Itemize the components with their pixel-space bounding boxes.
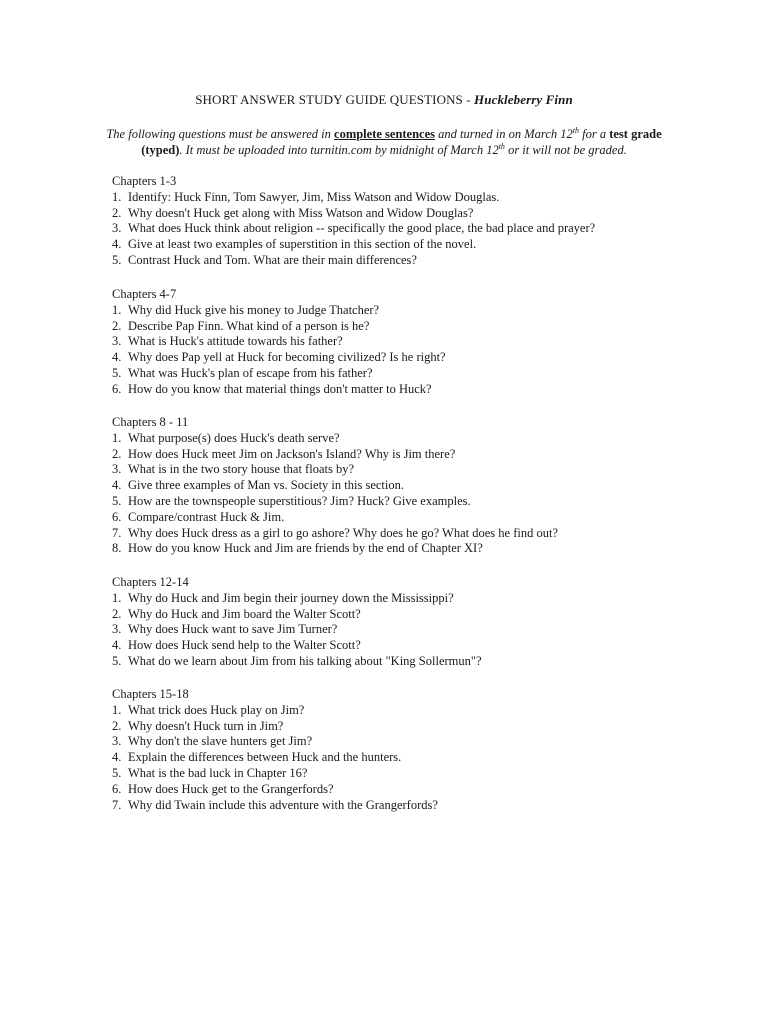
question-text: Why does Huck want to save Jim Turner? — [128, 622, 338, 637]
document-title — [0, 92, 768, 108]
intro-text: or it will not be graded. — [504, 143, 627, 158]
question-text: How are the townspeople superstitious? Jim? Huck? Give examples. — [128, 493, 471, 508]
question-text: How does Huck get to the Grangerfords? — [128, 781, 334, 796]
question-text: Identify: Huck Finn, Tom Sawyer, Jim, Miss Watson and Widow Douglas. — [128, 189, 500, 204]
question-text: Why does Pap yell at Huck for becoming civilized? Is he right? — [128, 350, 446, 365]
question-item — [112, 431, 672, 447]
question-item — [112, 462, 672, 478]
question-item — [112, 478, 672, 494]
question-text: What trick does Huck play on Jim? — [128, 702, 305, 717]
question-text: Give at least two examples of superstition in this section of the novel. — [128, 237, 477, 252]
section-heading: Chapters 12-14 — [112, 575, 189, 589]
question-item — [112, 319, 672, 335]
question-number: 6. — [112, 781, 122, 796]
question-text: What do we learn about Jim from his talking about "King Sollermun"? — [128, 653, 482, 668]
question-item — [112, 766, 672, 782]
question-number: 8. — [112, 541, 122, 556]
question-item — [112, 303, 672, 319]
section-chapters-1-3 — [112, 174, 672, 269]
question-number: 2. — [112, 718, 122, 733]
question-text: Give three examples of Man vs. Society in this section. — [128, 478, 404, 493]
question-number: 1. — [112, 189, 122, 204]
section-heading: Chapters 15-18 — [112, 687, 189, 701]
question-item — [112, 798, 672, 814]
question-number: 4. — [112, 750, 122, 765]
intro-superscript: th — [498, 142, 505, 152]
question-text: What purpose(s) does Huck's death serve? — [128, 430, 340, 445]
question-number: 7. — [112, 797, 122, 812]
instructions-paragraph — [106, 126, 662, 158]
question-item — [112, 366, 672, 382]
question-text: Why do Huck and Jim board the Walter Scott? — [128, 606, 361, 621]
question-item — [112, 734, 672, 750]
question-number: 4. — [112, 638, 122, 653]
question-text: Why doesn't Huck turn in Jim? — [128, 718, 284, 733]
section-chapters-8-11 — [112, 415, 672, 557]
question-number: 2. — [112, 318, 122, 333]
question-item — [112, 654, 672, 670]
question-text: What does Huck think about religion -- specifically the good place, the bad place and prayer? — [128, 221, 596, 236]
question-number: 1. — [112, 302, 122, 317]
question-item — [112, 382, 672, 398]
question-number: 3. — [112, 734, 122, 749]
section-heading: Chapters 8 - 11 — [112, 415, 189, 429]
question-text: Describe Pap Finn. What kind of a person is he? — [128, 318, 370, 333]
question-number: 3. — [112, 622, 122, 637]
question-number: 6. — [112, 509, 122, 524]
question-item — [112, 750, 672, 766]
question-list — [112, 703, 672, 814]
intro-text: for a — [579, 127, 610, 141]
question-number: 5. — [112, 365, 122, 380]
question-number: 6. — [112, 381, 122, 396]
question-number: 2. — [112, 205, 122, 220]
question-item — [112, 622, 672, 638]
title-main: SHORT ANSWER STUDY GUIDE QUESTIONS - — [195, 92, 475, 107]
question-number: 3. — [112, 221, 122, 236]
question-number: 3. — [112, 462, 122, 477]
question-text: How do you know that material things don't matter to Huck? — [128, 381, 432, 396]
question-item — [112, 510, 672, 526]
question-number: 4. — [112, 237, 122, 252]
question-item — [112, 494, 672, 510]
question-item — [112, 591, 672, 607]
question-number: 2. — [112, 446, 122, 461]
question-text: What is Huck's attitude towards his father? — [128, 334, 343, 349]
question-text: What was Huck's plan of escape from his father? — [128, 365, 373, 380]
question-number: 1. — [112, 430, 122, 445]
intro-text: The following questions must be answered in — [106, 127, 335, 141]
intro-superscript: th — [572, 125, 579, 135]
question-list — [112, 190, 672, 269]
question-item — [112, 638, 672, 654]
question-text: Why don't the slave hunters get Jim? — [128, 734, 313, 749]
question-text: What is the bad luck in Chapter 16? — [128, 765, 308, 780]
question-item — [112, 541, 672, 557]
question-text: Why did Huck give his money to Judge Thatcher? — [128, 302, 380, 317]
question-number: 4. — [112, 350, 122, 365]
section-chapters-12-14 — [112, 575, 672, 670]
question-number: 1. — [112, 702, 122, 717]
question-text: Why do Huck and Jim begin their journey down the Mississippi? — [128, 590, 454, 605]
question-text: Explain the differences between Huck and the hunters. — [128, 750, 402, 765]
question-list — [112, 303, 672, 398]
question-number: 5. — [112, 493, 122, 508]
question-item — [112, 526, 672, 542]
question-item — [112, 719, 672, 735]
question-item — [112, 703, 672, 719]
question-number: 7. — [112, 525, 122, 540]
question-text: Why doesn't Huck get along with Miss Watson and Widow Douglas? — [128, 205, 474, 220]
question-item — [112, 350, 672, 366]
question-item — [112, 206, 672, 222]
question-number: 5. — [112, 252, 122, 267]
question-number: 1. — [112, 590, 122, 605]
question-text: How does Huck meet Jim on Jackson's Island? Why is Jim there? — [128, 446, 456, 461]
question-text: How does Huck send help to the Walter Scott? — [128, 638, 361, 653]
intro-emphasis-complete-sentences: complete sentences — [334, 127, 436, 141]
question-item — [112, 334, 672, 350]
question-text: How do you know Huck and Jim are friends by the end of Chapter XI? — [128, 541, 483, 556]
question-item — [112, 607, 672, 623]
intro-text: . It must be uploaded into turnitin.com by midnight of March 12 — [179, 143, 499, 158]
section-heading: Chapters 1-3 — [112, 174, 177, 188]
question-text: Why did Twain include this adventure with the Grangerfords? — [128, 797, 438, 812]
question-number: 2. — [112, 606, 122, 621]
question-item — [112, 190, 672, 206]
question-item — [112, 221, 672, 237]
section-chapters-4-7 — [112, 287, 672, 398]
question-number: 5. — [112, 653, 122, 668]
question-number: 4. — [112, 478, 122, 493]
section-heading: Chapters 4-7 — [112, 287, 177, 301]
question-item — [112, 782, 672, 798]
intro-text: and turned in on March 12 — [435, 127, 573, 141]
section-chapters-15-18 — [112, 687, 672, 813]
question-number: 5. — [112, 765, 122, 780]
question-text: Contrast Huck and Tom. What are their main differences? — [128, 252, 417, 267]
question-item — [112, 253, 672, 269]
question-text: What is in the two story house that floats by? — [128, 462, 355, 477]
title-book: Huckleberry Finn — [474, 92, 573, 107]
question-item — [112, 237, 672, 253]
question-text: Compare/contrast Huck & Jim. — [128, 509, 285, 524]
question-number: 3. — [112, 334, 122, 349]
question-list — [112, 591, 672, 670]
question-item — [112, 447, 672, 463]
question-text: Why does Huck dress as a girl to go ashore? Why does he go? What does he find out? — [128, 525, 558, 540]
intro-emphasis-test-grade: test grade (typed) — [141, 127, 662, 158]
question-list — [112, 431, 672, 557]
